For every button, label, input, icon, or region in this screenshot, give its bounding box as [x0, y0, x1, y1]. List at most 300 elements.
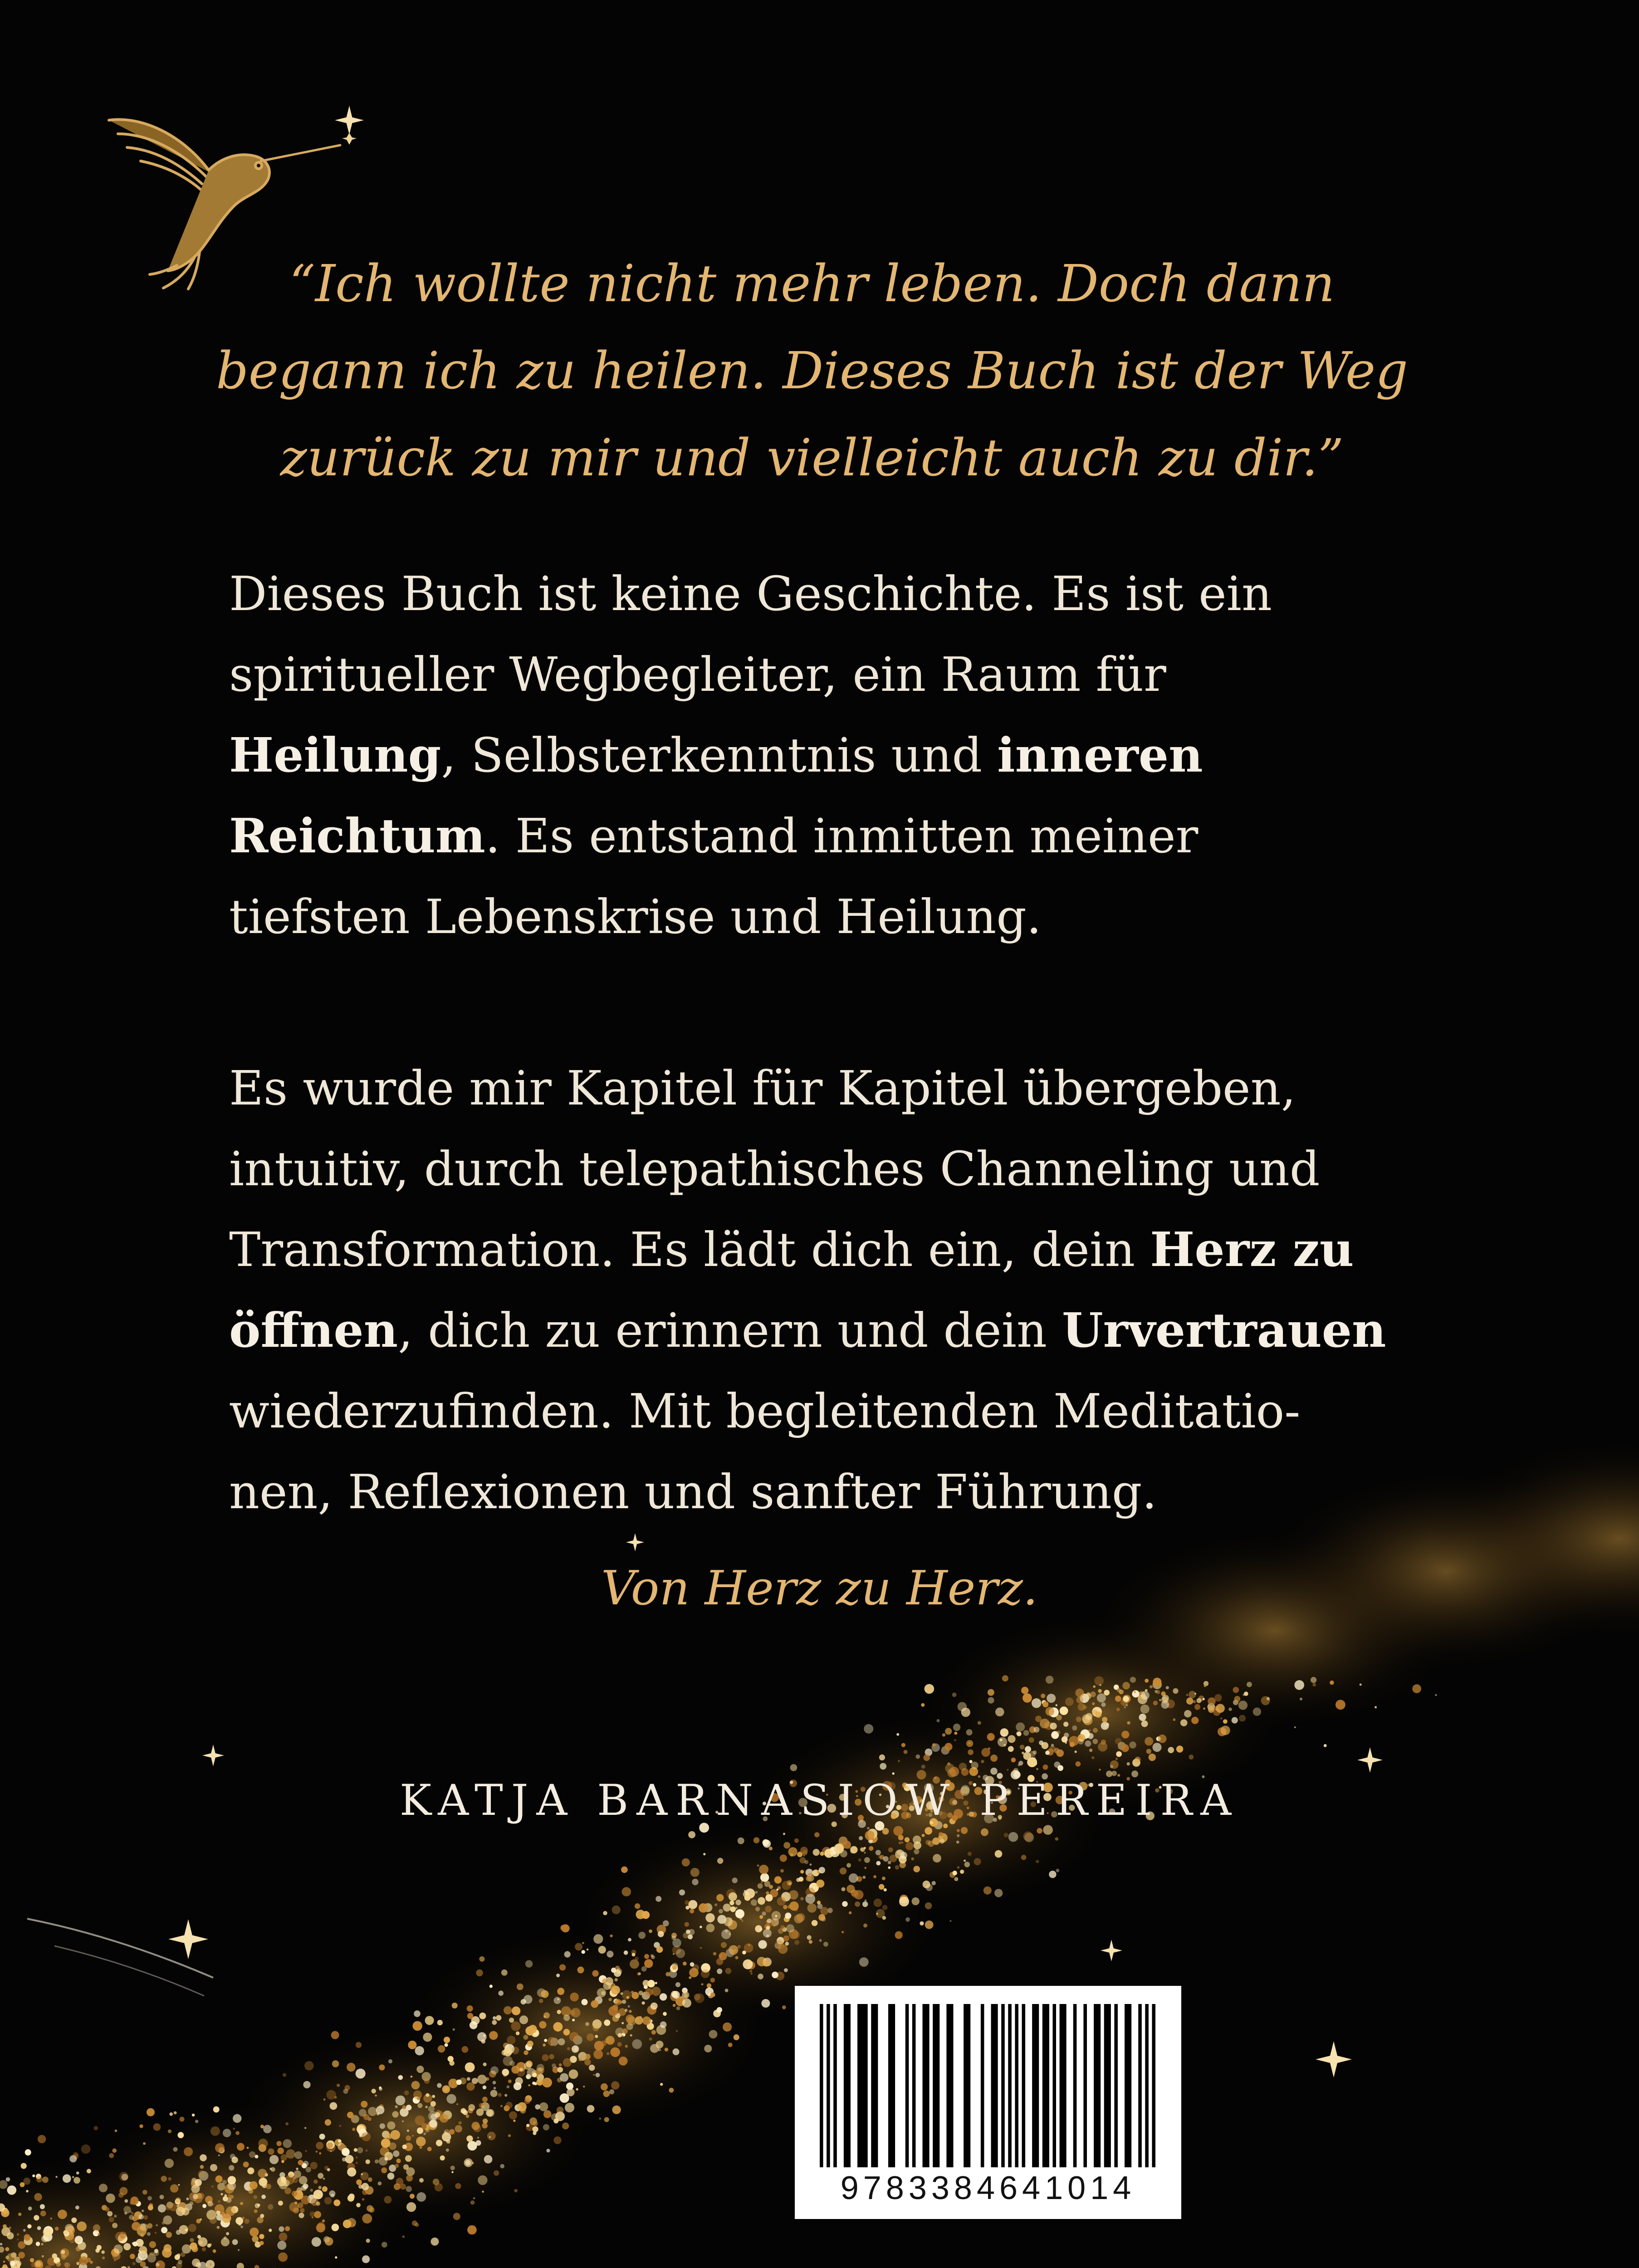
glitter-dot [468, 2104, 475, 2111]
glitter-dot [1135, 1757, 1140, 1763]
glitter-dot [537, 2064, 544, 2072]
opening-quote [200, 240, 1424, 502]
glitter-dot [688, 1900, 697, 1909]
text-run: , Selbsterkenntnis und [441, 728, 998, 783]
glitter-dot [725, 1968, 732, 1974]
glitter-dot [585, 2054, 591, 2059]
glitter-dot [1300, 1698, 1302, 1701]
barcode-bar [1152, 2004, 1155, 2167]
glitter-dot [215, 2143, 225, 2153]
glitter-dot [479, 2013, 486, 2019]
glitter-dot [543, 2110, 552, 2118]
glitter-dot [233, 2128, 235, 2130]
glitter-dot [669, 2088, 674, 2093]
glitter-dot [595, 2035, 598, 2038]
glitter-dot [574, 2047, 577, 2051]
glitter-dot [974, 1858, 981, 1865]
glitter-dot [462, 2046, 469, 2053]
glitter-dot [445, 2043, 448, 2047]
glitter-dot [593, 1934, 603, 1944]
glitter-dot [375, 2095, 377, 2097]
glitter-dot [398, 2075, 403, 2080]
glitter-dot [672, 1991, 680, 1999]
glitter-dot [310, 2211, 315, 2217]
glitter-dot [303, 2081, 310, 2088]
glitter-dot [1159, 1699, 1161, 1701]
glitter-dot [1173, 1688, 1178, 1694]
glitter-dot [277, 2148, 284, 2155]
glitter-dot [823, 1942, 828, 1947]
glitter-dot [298, 2213, 304, 2218]
barcode-bar [827, 2004, 830, 2167]
glitter-dot [656, 2041, 664, 2048]
glitter-dot [753, 1837, 760, 1843]
glitter-dot [628, 1938, 631, 1941]
glitter-dot [694, 1994, 700, 2000]
glitter-dot [242, 2217, 245, 2219]
glitter-dot [563, 2014, 570, 2021]
glitter-dot [1111, 1771, 1117, 1776]
glitter-dot [143, 2142, 146, 2145]
glitter-dot [331, 2031, 339, 2039]
glitter-dot [413, 2021, 422, 2031]
glitter-dot [330, 2102, 338, 2110]
glitter-dot [198, 2170, 205, 2178]
glitter-dot [920, 1921, 924, 1926]
glitter-dot [1149, 1754, 1156, 1761]
glitter-dot [1130, 1677, 1136, 1683]
author-name: KATJA BARNASIOW PEREIRA [399, 1776, 1240, 1825]
glitter-dot [805, 1894, 815, 1904]
glitter-dot [794, 1838, 799, 1843]
glitter-dot [149, 2252, 152, 2255]
glitter-dot [413, 2091, 422, 2099]
glitter-dot [354, 2148, 357, 2152]
glitter-dot [577, 1966, 584, 1973]
glitter-dot [1208, 1697, 1216, 1706]
barcode-bar [1073, 2004, 1077, 2167]
glitter-dot [685, 1922, 689, 1926]
glitter-dot [957, 1829, 960, 1832]
glitter-dot [759, 1915, 763, 1919]
glitter-dot [1360, 1683, 1362, 1686]
glitter-dot [895, 1865, 900, 1870]
barcode-bar [1145, 2004, 1149, 2167]
glitter-dot [592, 1970, 598, 1976]
glitter-dot [541, 1990, 548, 1998]
glitter-dot [392, 2111, 398, 2117]
glitter-dot [186, 2198, 189, 2200]
glitter-dot [490, 2066, 499, 2074]
glitter-dot [222, 2180, 227, 2185]
barcode-bar [1060, 2004, 1067, 2167]
glitter-dot [994, 1889, 1003, 1897]
glitter-dot [635, 1903, 640, 1909]
glitter-dot [723, 2023, 732, 2032]
glitter-dot [283, 2073, 286, 2077]
glitter-dot [899, 1897, 909, 1906]
glitter-dot [765, 1906, 772, 1912]
glitter-dot [593, 2074, 595, 2076]
glitter-dot [643, 1980, 650, 1987]
glitter-dot [365, 2149, 367, 2151]
glitter-dot [673, 2048, 680, 2055]
glitter-dot [840, 1867, 846, 1874]
glitter-dot [766, 1892, 769, 1895]
glitter-dot [435, 2183, 443, 2191]
glitter-dot [742, 1950, 746, 1955]
glitter-dot [630, 2034, 632, 2037]
glitter-dot [744, 1895, 751, 1901]
glitter-dot [276, 2141, 281, 2146]
glitter-dot [863, 1924, 867, 1928]
glitter-dot [700, 1926, 702, 1928]
glitter-dot [542, 2054, 549, 2061]
glitter-dot [741, 1920, 743, 1922]
glitter-dot [1238, 1701, 1248, 1710]
glitter-dot [478, 2175, 487, 2185]
star-sparkle-icon [1316, 2041, 1352, 2077]
glitter-dot [543, 2043, 546, 2047]
glitter-dot [408, 2041, 416, 2049]
glitter-dot [446, 2094, 456, 2103]
glitter-dot [123, 2206, 131, 2214]
glitter-dot [279, 2233, 288, 2241]
glitter-dot [18, 2213, 21, 2216]
barcode-bar [964, 2004, 970, 2167]
glitter-dot [728, 2043, 733, 2047]
glitter-dot [402, 2105, 406, 2109]
glitter-dot [689, 1968, 699, 1977]
glitter-dot [81, 2145, 91, 2154]
glitter-dot [168, 2130, 171, 2133]
glitter-dot [58, 2209, 67, 2219]
glitter-dot [524, 2035, 528, 2040]
glitter-dot [729, 1901, 734, 1905]
glitter-dot [533, 2131, 536, 2135]
glitter-dot [1056, 1715, 1062, 1721]
glitter-dot [532, 2072, 537, 2077]
glitter-dot [758, 1897, 765, 1905]
glitter-dot [416, 2136, 426, 2146]
glitter-dot [427, 2147, 432, 2151]
glitter-dot [429, 2120, 437, 2128]
glitter-dot [168, 2177, 171, 2181]
glitter-dot [450, 2165, 455, 2170]
glitter-dot [393, 2151, 399, 2157]
glitter-dot [1412, 1684, 1421, 1693]
glitter-dot [1220, 1717, 1222, 1719]
glitter-dot [87, 2169, 91, 2173]
glitter-dot [995, 1707, 1004, 1716]
glitter-dot [966, 1740, 973, 1747]
glitter-dot [233, 2114, 241, 2123]
glitter-dot [296, 2168, 298, 2170]
glitter-dot [635, 2016, 643, 2024]
glitter-dot [1294, 1680, 1304, 1690]
glitter-dot [347, 2167, 356, 2176]
glitter-dot [424, 2078, 430, 2084]
text-line: nen, Reflexionen und sanfter Führung. [229, 1464, 1157, 1520]
glitter-dot [864, 1724, 873, 1734]
glitter-dot [690, 1868, 700, 1877]
glitter-dot [162, 2248, 171, 2258]
glitter-dot [438, 2045, 445, 2053]
glitter-dot [501, 1970, 508, 1976]
glitter-dot [682, 1999, 691, 2008]
glitter-dot [471, 2122, 479, 2130]
text-line [229, 1290, 1454, 1371]
glitter-dot [516, 2031, 519, 2035]
glitter-dot [954, 1732, 958, 1735]
glitter-dot [800, 1870, 804, 1873]
glitter-dot [455, 2125, 462, 2132]
glitter-dot [751, 1973, 753, 1975]
glitter-dot [859, 1836, 863, 1840]
glitter-dot [476, 1970, 483, 1976]
glitter-dot [901, 1743, 905, 1747]
glitter-dot [18, 2252, 25, 2258]
glitter-dot [597, 1988, 606, 1997]
glitter-dot [888, 1867, 891, 1869]
glitter-dot [1121, 1744, 1129, 1752]
barcode-bar [1052, 2004, 1056, 2167]
glitter-dot [432, 2095, 435, 2098]
text-line [229, 796, 1454, 876]
barcode-bar [1022, 2004, 1026, 2167]
glitter-dot [77, 2221, 87, 2231]
glitter-dot [339, 2125, 342, 2127]
glitter-dot [1117, 1688, 1121, 1692]
glitter-dot [502, 2050, 508, 2056]
glitter-dot [467, 2141, 477, 2151]
glitter-dot [32, 2175, 35, 2177]
glitter-dot [675, 1982, 680, 1987]
glitter-dot [90, 2261, 93, 2264]
glitter-dot [388, 2059, 392, 2063]
glitter-dot [258, 2169, 267, 2178]
text-line: Dieses Buch ist keine Geschichte. Es ist ein [229, 566, 1272, 621]
glitter-dot [1375, 1706, 1377, 1708]
glitter-dot [524, 2050, 528, 2055]
glitter-dot [387, 2173, 395, 2180]
glitter-dot [778, 1928, 783, 1934]
glitter-dot [337, 2084, 340, 2087]
glitter-dot [436, 2140, 442, 2146]
barcode-bar [1104, 2004, 1111, 2167]
glitter-dot [316, 2223, 325, 2232]
glitter-dot [136, 2257, 142, 2263]
glitter-dot [277, 2177, 287, 2186]
glitter-dot [651, 2030, 656, 2034]
glitter-dot [316, 2142, 323, 2150]
glitter-dot [575, 1943, 582, 1950]
glitter-dot [504, 2006, 512, 2014]
glitter-dot [1072, 1725, 1077, 1730]
glitter-dot [210, 2126, 220, 2136]
glitter-dot [1110, 1765, 1113, 1768]
glitter-dot [637, 1972, 640, 1975]
glitter-dot [1091, 1756, 1094, 1759]
glitter-dot [576, 2088, 578, 2090]
emphasis: inneren [997, 727, 1203, 783]
glitter-dot [865, 1867, 866, 1869]
glitter-dot [93, 2224, 100, 2232]
glitter-dot [606, 2036, 615, 2045]
glitter-dot [470, 2021, 478, 2029]
glitter-dot [672, 1965, 677, 1970]
glitter-dot [252, 2236, 259, 2243]
glitter-dot [1087, 1733, 1093, 1739]
glitter-dot [1194, 1704, 1200, 1710]
glitter-dot [814, 1832, 819, 1837]
glitter-dot [1090, 1748, 1092, 1750]
barcode-bar [991, 2004, 998, 2167]
glitter-dot [467, 2077, 470, 2081]
glitter-dot [437, 2020, 443, 2025]
glitter-dot [1085, 1740, 1091, 1747]
glitter-dot [596, 2073, 600, 2077]
glitter-dot [729, 1933, 731, 1935]
glitter-dot [406, 2186, 412, 2192]
glitter-dot [1101, 1722, 1109, 1730]
glitter-dot [843, 1841, 851, 1849]
glitter-dot [24, 2234, 31, 2241]
glitter-dot [475, 2140, 481, 2146]
glitter-dot [859, 1957, 869, 1967]
glitter-dot [508, 2080, 512, 2083]
barcode-bar [1094, 2004, 1101, 2167]
glitter-dot [817, 1904, 823, 1909]
glitter-dot [55, 2176, 57, 2178]
glitter-dot [304, 2061, 314, 2071]
glitter-dot [300, 2208, 304, 2213]
glitter-dot [467, 2225, 477, 2235]
glitter-dot [790, 1764, 797, 1771]
glitter-dot [178, 2184, 180, 2186]
glitter-dot [107, 2211, 113, 2216]
glitter-dot [784, 1968, 788, 1972]
glitter-dot [673, 1953, 675, 1955]
glitter-dot [867, 1827, 870, 1830]
glitter-dot [426, 2125, 429, 2128]
glitter-dot [375, 2160, 379, 2164]
glitter-dot [500, 2164, 504, 2169]
glitter-dot [1186, 1697, 1194, 1705]
glitter-dot [612, 2106, 621, 2114]
glitter-dot [362, 2132, 371, 2141]
glitter-dot [23, 2229, 26, 2232]
glitter-dot [294, 2151, 302, 2159]
glitter-dot [816, 1880, 824, 1888]
glitter-dot [63, 2230, 68, 2235]
glitter-dot [76, 2246, 81, 2251]
glitter-dot [862, 1876, 866, 1879]
glitter-dot [1008, 1832, 1018, 1842]
glitter-dot [384, 2157, 388, 2161]
glitter-dot [356, 2068, 366, 2078]
glitter-dot [956, 1841, 959, 1844]
glitter-dot [1116, 1751, 1122, 1757]
glitter-dot [1312, 1683, 1316, 1686]
glitter-dot [549, 2054, 554, 2059]
glitter-dot [987, 1733, 995, 1741]
glitter-dot [721, 1942, 727, 1948]
glitter-dot [1184, 1710, 1191, 1717]
glitter-dot [1008, 1735, 1015, 1743]
glitter-dot [400, 2184, 406, 2190]
glitter-dot [166, 2232, 172, 2238]
barcode-bar [820, 2004, 823, 2167]
glitter-dot [142, 2209, 144, 2212]
glitter-dot [323, 2178, 325, 2180]
glitter-dot [603, 2091, 610, 2097]
glitter-dot [423, 2133, 426, 2135]
glitter-dot [362, 2255, 370, 2263]
glitter-dot [467, 2013, 473, 2019]
glitter-dot [156, 2224, 158, 2226]
glitter-dot [624, 1950, 628, 1955]
glitter-dot [964, 1862, 970, 1867]
glitter-dot [440, 2156, 445, 2160]
glitter-dot [402, 2120, 404, 2122]
glitter-dot [25, 2149, 31, 2156]
glitter-dot [990, 1755, 998, 1762]
glitter-dot [76, 2262, 79, 2265]
glitter-dot [1168, 1747, 1174, 1753]
glitter-dot [644, 1954, 649, 1959]
glitter-dot [200, 2165, 204, 2169]
text-run: . Es entstand inmitten meiner [485, 808, 1199, 864]
glitter-dot [210, 2263, 212, 2265]
glitter-dot [969, 1760, 973, 1763]
glitter-dot [789, 1890, 798, 1900]
glitter-dot [676, 2006, 680, 2010]
glitter-dot [347, 2063, 356, 2072]
glitter-dot [964, 1860, 966, 1862]
glitter-dot [1204, 1685, 1206, 1687]
glitter-dot [879, 1884, 885, 1890]
glitter-dot [1051, 1744, 1054, 1746]
glitter-dot [148, 2205, 153, 2210]
glitter-dot [704, 2045, 712, 2053]
glitter-dot [1016, 1722, 1025, 1731]
glitter-dot [415, 2046, 424, 2055]
glitter-dot [615, 1999, 621, 2005]
glitter-dot [1127, 1762, 1130, 1765]
glitter-dot [261, 2195, 266, 2199]
glitter-dot [506, 2102, 513, 2109]
glitter-dot [622, 2028, 628, 2034]
glitter-dot [1060, 1706, 1068, 1715]
glitter-dot [356, 2156, 358, 2159]
glitter-dot [1155, 1690, 1158, 1693]
glitter-dot [1029, 1737, 1034, 1743]
glitter-dot [905, 1837, 910, 1842]
glitter-dot [312, 2237, 321, 2247]
glitter-dot [807, 1903, 817, 1913]
glitter-dot [1139, 1714, 1145, 1721]
glitter-dot [1011, 1758, 1016, 1763]
glitter-dot [1057, 1750, 1064, 1757]
glitter-dot [807, 1935, 812, 1940]
glitter-dot [156, 2263, 160, 2267]
glitter-dot [139, 2214, 144, 2219]
glitter-dot [456, 2079, 462, 2085]
glitter-dot [289, 2202, 299, 2212]
glitter-dot [40, 2204, 45, 2209]
glitter-dot [387, 2134, 392, 2139]
